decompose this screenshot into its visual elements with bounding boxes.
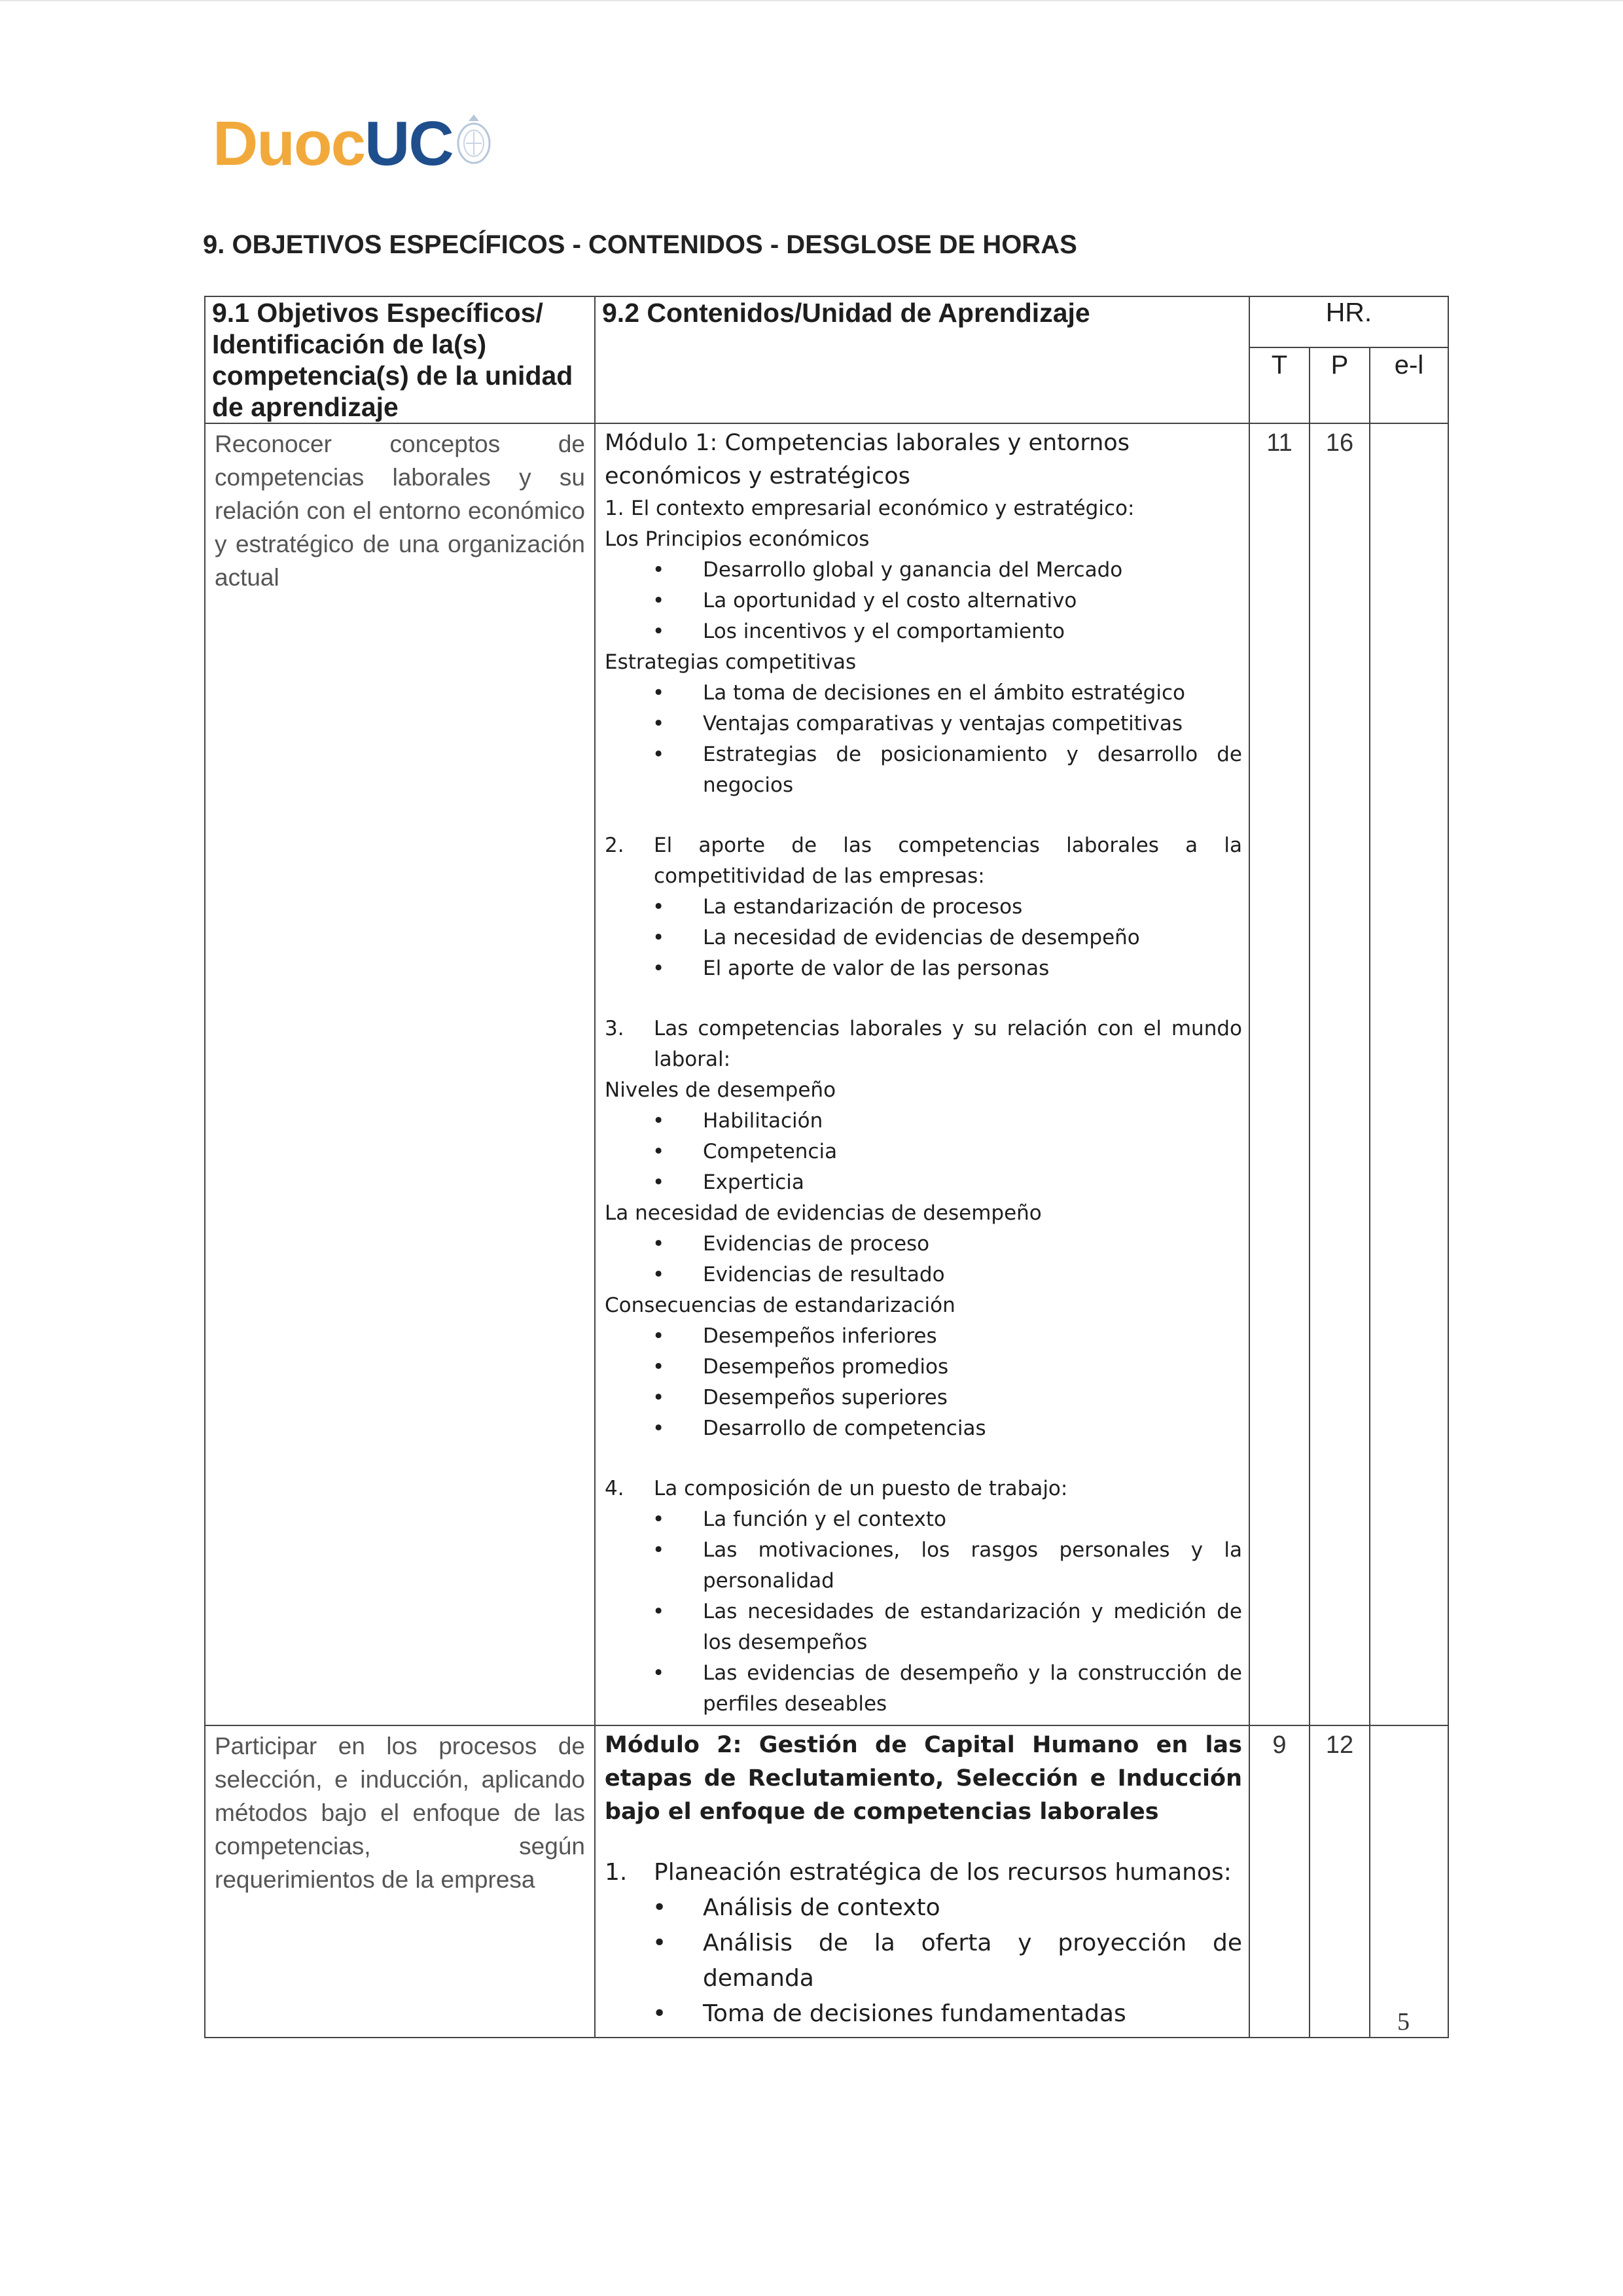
item-number: 1. [605, 497, 624, 520]
item-number: 4. [605, 1477, 624, 1500]
list-item: • Desempeños inferiores [703, 1321, 1242, 1352]
hours-p-cell: 16 [1310, 423, 1370, 1725]
bullet-list [605, 892, 1242, 984]
item-text: Planeación estratégica de los recursos humanos: [654, 1859, 1232, 1886]
table-row [205, 1725, 1448, 2038]
item-number: 3. [605, 1017, 624, 1040]
header-hours: HR. [1249, 296, 1448, 347]
bullet-list [605, 1890, 1242, 2032]
list-item: • El aporte de valor de las personas [703, 953, 1242, 984]
table-row [205, 423, 1448, 1725]
list-item: • Estrategias de posicionamiento y desarrollo de negocios [703, 739, 1242, 801]
item-text: Las competencias laborales y su relación con el mundo laboral: [654, 1017, 1242, 1071]
contents-cell [595, 1725, 1249, 2038]
list-item: • Desarrollo de competencias [703, 1413, 1242, 1444]
list-item: • Evidencias de resultado [703, 1260, 1242, 1290]
item-text: El contexto empresarial económico y estratégico: [631, 497, 1135, 520]
objectives-table [204, 296, 1449, 2038]
section-title: 9. OBJETIVOS ESPECÍFICOS - CONTENIDOS - DESGLOSE DE HORAS [203, 230, 1077, 259]
list-item: • La función y el contexto [703, 1504, 1242, 1535]
list-item: • Evidencias de proceso [703, 1229, 1242, 1260]
hours-t-cell: 9 [1249, 1725, 1310, 2038]
item-number: 2. [605, 834, 624, 857]
header-contents: 9.2 Contenidos/Unidad de Aprendizaje [595, 296, 1249, 423]
header-hours-t: T [1249, 347, 1310, 423]
item-number: 1. [605, 1859, 628, 1886]
top-edge-line [0, 0, 1623, 1]
bullet-list [605, 555, 1242, 647]
header-objectives: 9.1 Objetivos Específicos/ Identificación de la(s) competencia(s) de la unidad de aprendizaje [205, 296, 595, 423]
subheading: Niveles de desempeño [605, 1078, 836, 1102]
subheading: La necesidad de evidencias de desempeño [605, 1201, 1042, 1225]
list-item: • Las evidencias de desempeño y la construcción de perfiles deseables [703, 1658, 1242, 1720]
item-text: La composición de un puesto de trabajo: [654, 1477, 1068, 1500]
list-item: • Desarrollo global y ganancia del Mercado [703, 555, 1242, 586]
list-item: • Habilitación [703, 1106, 1242, 1137]
bullet-list [605, 678, 1242, 801]
content-item [605, 1474, 1242, 1504]
list-item: • La toma de decisiones en el ámbito estratégico [703, 678, 1242, 709]
list-item: • Desempeños promedios [703, 1352, 1242, 1383]
list-item: • Las necesidades de estandarización y medición de los desempeños [703, 1597, 1242, 1658]
subheading: Estrategias competitivas [605, 650, 857, 674]
list-item: • Experticia [703, 1167, 1242, 1198]
module-title: Módulo 1: Competencias laborales y entornos económicos y estratégicos [605, 430, 1130, 489]
objective-cell: Reconocer conceptos de competencias laborales y su relación con el entorno económico y estratégico de una organización actual [205, 423, 595, 1725]
list-item: • Análisis de la oferta y proyección de demanda [703, 1926, 1242, 1996]
content-item [605, 493, 1242, 524]
content-item [605, 830, 1242, 892]
bullet-list [605, 1504, 1242, 1720]
list-item: • Ventajas comparativas y ventajas competitivas [703, 709, 1242, 739]
hours-t-cell: 11 [1249, 423, 1310, 1725]
list-item: • La estandarización de procesos [703, 892, 1242, 923]
header-hours-el: e-l [1370, 347, 1448, 423]
list-item: • Los incentivos y el comportamiento [703, 616, 1242, 647]
module-title: Módulo 2: Gestión de Capital Humano en las etapas de Reclutamiento, Selección e Inducción bajo el enfoque de competencias laborales [605, 1732, 1242, 1825]
content-item [605, 1014, 1242, 1075]
bullet-list [605, 1229, 1242, 1290]
content-item [605, 1855, 1242, 1890]
list-item: • Desempeños superiores [703, 1383, 1242, 1413]
subheading: Consecuencias de estandarización [605, 1294, 955, 1317]
contents-cell [595, 423, 1249, 1725]
list-item: • Análisis de contexto [703, 1890, 1242, 1926]
logo-text-duoc: Duoc [213, 109, 365, 179]
list-item: • La oportunidad y el costo alternativo [703, 586, 1242, 616]
bullet-list [605, 1321, 1242, 1444]
logo-text-uc: UC [365, 109, 453, 179]
logo-seal-icon [454, 112, 493, 167]
bullet-list [605, 1106, 1242, 1198]
hours-el-cell [1370, 1725, 1448, 2038]
list-item: • Las motivaciones, los rasgos personales y la personalidad [703, 1535, 1242, 1597]
subheading: Los Principios económicos [605, 527, 870, 551]
page-number: 5 [1397, 2008, 1410, 2036]
hours-el-cell [1370, 423, 1448, 1725]
duocuc-logo [213, 108, 493, 180]
item-text: El aporte de las competencias laborales a la competitividad de las empresas: [654, 834, 1242, 888]
header-hours-p: P [1310, 347, 1370, 423]
objective-cell: Participar en los procesos de selección, e inducción, aplicando métodos bajo el enfoque de las competencias, según requerimientos de la empresa [205, 1725, 595, 2038]
list-item: • Competencia [703, 1137, 1242, 1167]
list-item: • Toma de decisiones fundamentadas [703, 1996, 1242, 2032]
hours-p-cell: 12 [1310, 1725, 1370, 2038]
list-item: • La necesidad de evidencias de desempeño [703, 923, 1242, 953]
